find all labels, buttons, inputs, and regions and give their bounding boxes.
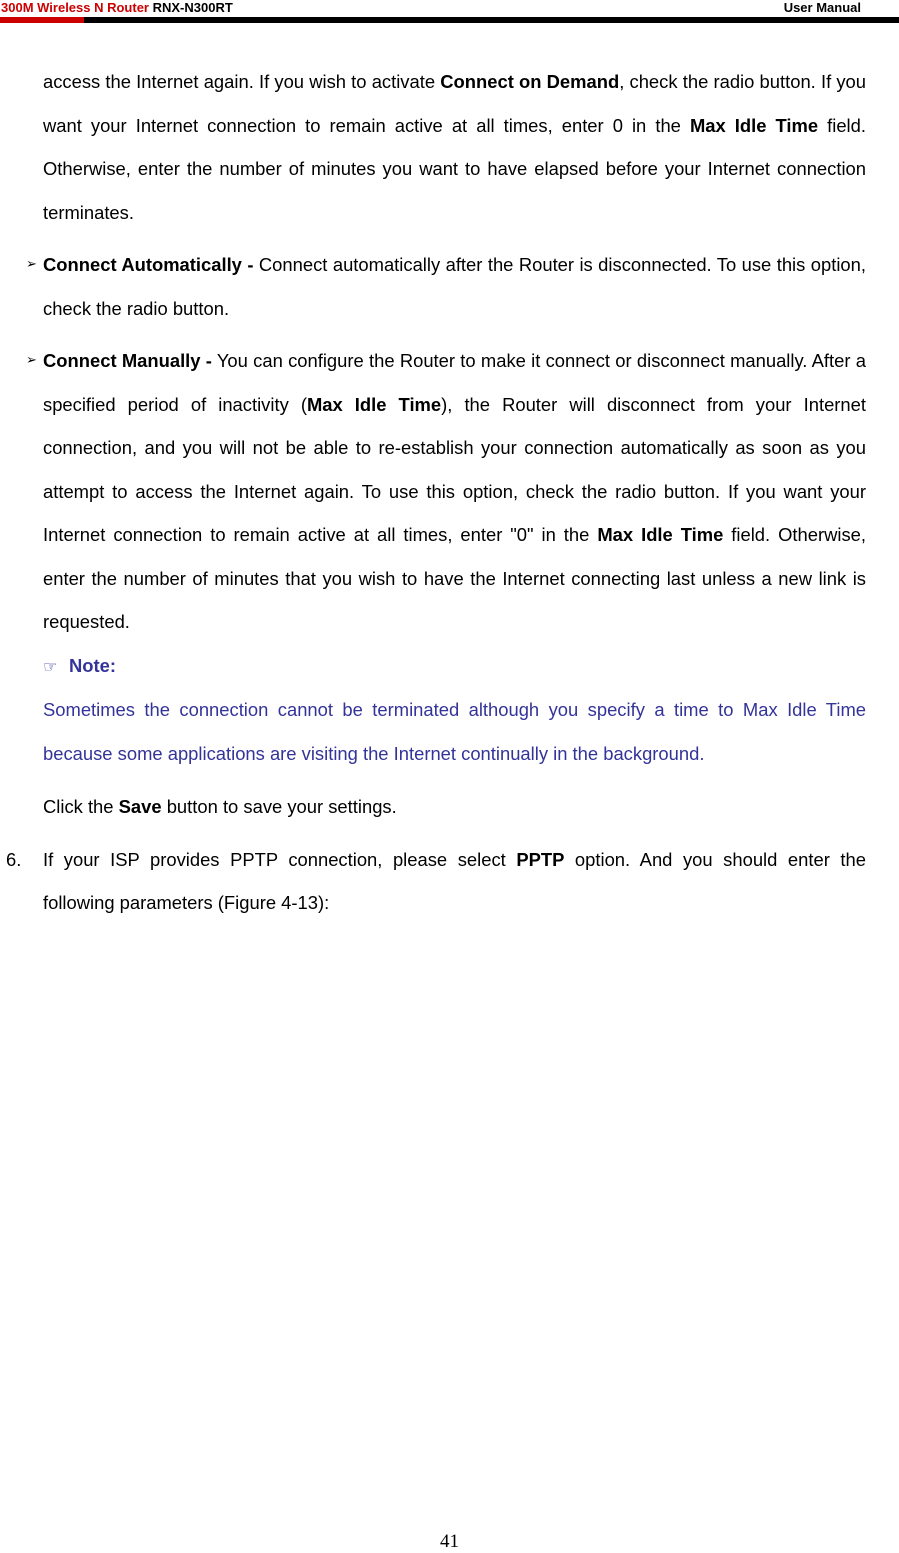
bullet2-bold-1: Max Idle Time [306, 393, 442, 415]
note-text: Sometimes the connection cannot be terminated although you specify a time to Max Idle Time because some applications are visiting the Internet continually in the background. [43, 699, 866, 764]
header-title [1, 0, 233, 16]
item6-text-2: option. And you should enter the following parameters (Figure 4-13): [43, 848, 866, 913]
item6-bold: PPTP [516, 848, 565, 870]
item6-text-1: If your ISP provides PPTP connection, please select [43, 848, 517, 870]
save-text-1: Click the [43, 796, 119, 817]
page-body [6, 60, 867, 925]
bullet-connect-manually [26, 339, 866, 644]
bullet2-text-1: You can configure the Router to make it connect or disconnect manually. After a specified period of inactivity ( [43, 350, 866, 415]
header-rule-accent [0, 17, 84, 23]
item-number: 6. [6, 848, 22, 870]
arrow-bullet-icon: ➢ [26, 353, 37, 368]
save-instruction [43, 785, 866, 829]
bullet2-text-2: ), the Router will disconnect from your Internet connection, and you will not be able to re-establish your connection automatically as soon as you attempt to access the Internet again. To use this option, check the radio button. If you want your Internet connection to remain active at all times, enter "0" in the [43, 393, 866, 545]
bullet-connect-automatically [26, 243, 866, 330]
header-model: RNX-N300RT [149, 0, 233, 15]
save-text-2: button to save your settings. [161, 796, 397, 817]
bullet2-bold-2: Max Idle Time [597, 524, 724, 545]
header-product: 300M Wireless N Router [1, 0, 149, 15]
intro-bold-2: Max Idle Time [689, 114, 819, 136]
bullet2-text-3: field. Otherwise, enter the number of minutes that you wish to have the Internet connecting last unless a new link is requested. [43, 524, 866, 632]
bullet1-title: Connect Automatically - [43, 254, 254, 275]
bullet2-title: Connect Manually - [43, 350, 212, 371]
intro-paragraph [43, 60, 866, 234]
note-heading [43, 644, 866, 689]
intro-bold-1: Connect on Demand [440, 71, 620, 92]
page-header [0, 0, 899, 24]
intro-text-1: access the Internet again. If you wish to activate [43, 71, 441, 92]
arrow-bullet-icon: ➢ [26, 257, 37, 272]
bullet1-text: Connect automatically after the Router is disconnected. To use this option, check the radio button. [43, 254, 866, 319]
pointing-hand-icon: ☞ [43, 656, 58, 676]
header-rule [84, 17, 899, 23]
header-manual-label: User Manual [783, 0, 861, 15]
save-bold: Save [118, 796, 162, 817]
intro-text-2: , check the radio button. If you want your Internet connection to remain active at all times, enter 0 in the [43, 71, 867, 136]
page-number: 41 [440, 1531, 459, 1552]
intro-text-3: field. Otherwise, enter the number of minutes you want to have elapsed before your Internet connection terminates. [43, 114, 866, 223]
note-label: Note: [69, 654, 116, 676]
numbered-item-6 [6, 838, 866, 925]
